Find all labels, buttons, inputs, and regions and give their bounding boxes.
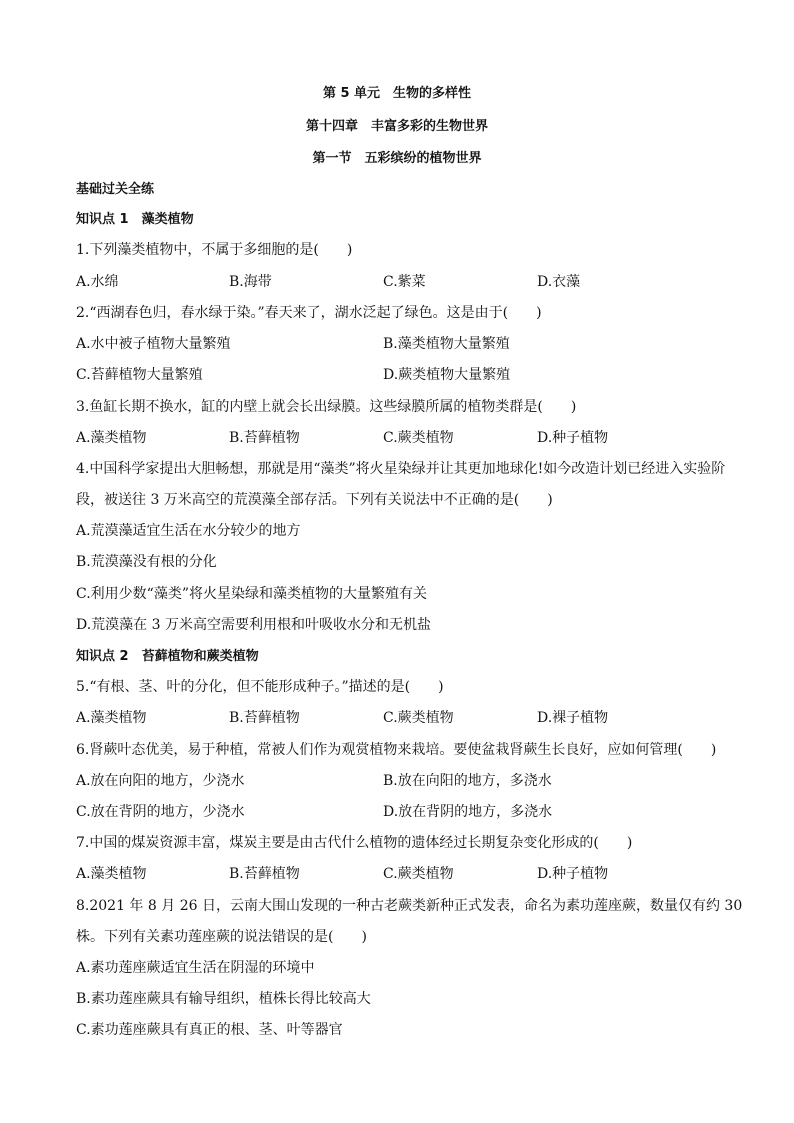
question-8-stem-line-1: 8.2021 年 8 月 26 日，云南大围山发现的一种古老蕨类新种正式发表，命名为素功莲座蕨，数量仅有约 30	[76, 898, 743, 914]
question-3-option-d: D.种子植物	[537, 430, 609, 446]
question-2-option-b: B.藻类植物大量繁殖	[383, 336, 510, 352]
question-4-option-d: D.荒漠藻在 3 万米高空需要利用根和叶吸收水分和无机盐	[76, 617, 431, 633]
question-6-option-d: D.放在背阴的地方，多浇水	[383, 804, 553, 820]
question-6-stem: 6.肾蕨叶态优美，易于种植，常被人们作为观赏植物来栽培。要使盆栽肾蕨生长良好，应如何管理( )	[76, 742, 717, 758]
question-7-stem: 7.中国的煤炭资源丰富，煤炭主要是由古代什么植物的遗体经过长期复杂变化形成的( )	[76, 835, 633, 851]
question-5-stem: 5.“有根、茎、叶的分化，但不能形成种子。”描述的是( )	[76, 679, 444, 695]
question-7-option-c: C.蕨类植物	[383, 866, 454, 882]
question-3-option-a: A.藻类植物	[76, 430, 147, 446]
question-5-option-d: D.裸子植物	[537, 710, 609, 726]
question-7-option-b: B.苔藓植物	[229, 866, 300, 882]
question-5-option-b: B.苔藓植物	[229, 710, 300, 726]
chapter-title: 第十四章 丰富多彩的生物世界	[305, 119, 488, 134]
knowledge-point-1: 知识点 1 藻类植物	[76, 212, 194, 227]
question-3-option-b: B.苔藓植物	[229, 430, 300, 446]
question-8-stem-line-2: 株。下列有关素功莲座蕨的说法错误的是( )	[76, 929, 367, 945]
question-2-stem: 2.“西湖春色归，春水绿于染。”春天来了，湖水泛起了绿色。这是由于( )	[76, 305, 542, 321]
question-4-option-c: C.利用少数“藻类”将火星染绿和藻类植物的大量繁殖有关	[76, 586, 427, 602]
question-3-stem: 3.鱼缸长期不换水，缸的内壁上就会长出绿膜。这些绿膜所属的植物类群是( )	[76, 399, 577, 415]
question-7-option-d: D.种子植物	[537, 866, 609, 882]
question-8-option-b: B.素功莲座蕨具有输导组织，植株长得比较高大	[76, 991, 371, 1007]
question-2-option-d: D.蕨类植物大量繁殖	[383, 367, 511, 383]
question-4-option-a: A.荒漠藻适宜生活在水分较少的地方	[76, 523, 301, 539]
section-label: 基础过关全练	[76, 182, 155, 197]
question-8-option-a: A.素功莲座蕨适宜生活在阴湿的环境中	[76, 960, 315, 976]
question-1-stem: 1.下列藻类植物中，不属于多细胞的是( )	[76, 242, 353, 258]
question-6-option-c: C.放在背阴的地方，少浇水	[76, 804, 245, 820]
knowledge-point-2: 知识点 2 苔藓植物和蕨类植物	[76, 649, 259, 664]
question-4-option-b: B.荒漠藻没有根的分化	[76, 554, 217, 570]
question-4-stem-line-2: 段，被送往 3 万米高空的荒漠藻全部存活。下列有关说法中不正确的是( )	[76, 492, 553, 508]
unit-title: 第 5 单元 生物的多样性	[322, 86, 472, 101]
question-6-option-a: A.放在向阳的地方，少浇水	[76, 773, 245, 789]
question-7-option-a: A.藻类植物	[76, 866, 147, 882]
question-5-option-a: A.藻类植物	[76, 710, 147, 726]
question-8-option-c: C.素功莲座蕨具有真正的根、茎、叶等器官	[76, 1022, 343, 1038]
question-1-option-b: B.海带	[229, 274, 272, 290]
section-title: 第一节 五彩缤纷的植物世界	[312, 151, 482, 166]
question-3-option-c: C.蕨类植物	[383, 430, 454, 446]
question-1-option-a: A.水绵	[76, 274, 119, 290]
question-2-option-c: C.苔藓植物大量繁殖	[76, 367, 203, 383]
question-4-stem-line-1: 4.中国科学家提出大胆畅想，那就是用“藻类”将火星染绿并让其更加地球化!如今改造计划已经进入实验阶	[76, 461, 726, 477]
question-1-option-d: D.衣藻	[537, 274, 581, 290]
question-5-option-c: C.蕨类植物	[383, 710, 454, 726]
question-2-option-a: A.水中被子植物大量繁殖	[76, 336, 231, 352]
question-6-option-b: B.放在向阳的地方，多浇水	[383, 773, 552, 789]
question-1-option-c: C.紫菜	[383, 274, 426, 290]
